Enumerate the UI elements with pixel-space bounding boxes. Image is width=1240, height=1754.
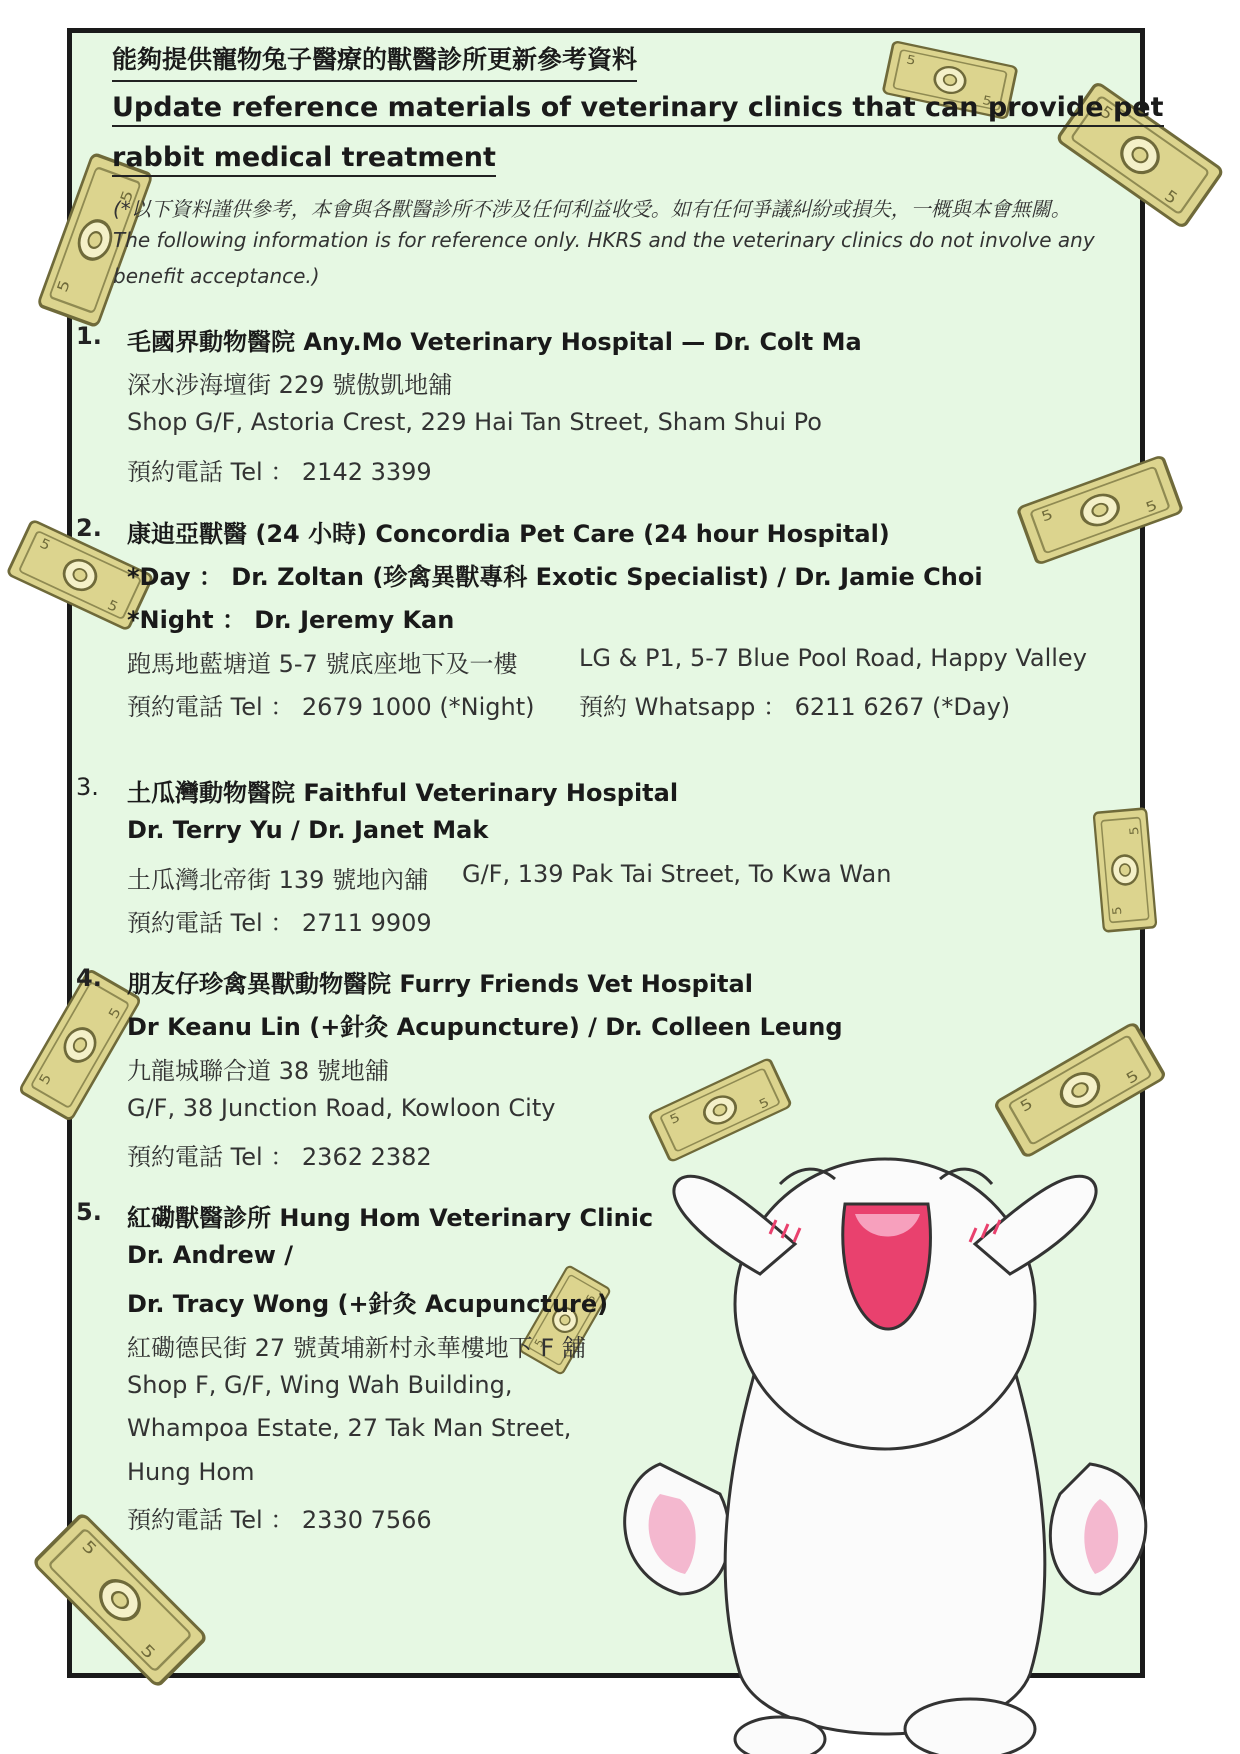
money-bill-icon [19,970,141,1121]
disclaimer-en-line1: The following information is for reference only. HKRS and the veterinary clinics do not involve any [113,228,1095,252]
clinic-tel: 預約電話 Tel ： 2330 7566 [127,1506,432,1534]
clinic-doctors: Dr. Terry Yu / Dr. Janet Mak [127,816,489,844]
clinic-name: 紅磡獸醫診所 Hung Hom Veterinary Clinic [127,1204,654,1232]
clinic-name: 朋友仔珍禽異獸動物醫院 Furry Friends Vet Hospital [127,970,753,998]
clinic-number: 3. [76,773,99,801]
clinic-number: 4. [76,964,102,992]
clinic-name: 土瓜灣動物醫院 Faithful Veterinary Hospital [127,779,679,807]
money-bill-icon [33,1513,206,1686]
clinic-number: 1. [76,322,102,350]
clinic-doctor-2: Dr. Tracy Wong (+針灸 Acupuncture) [127,1290,609,1318]
money-bill-icon [649,1058,792,1162]
clinic-tel: 預約電話 Tel ： 2679 1000 (*Night) [127,693,535,721]
page-title-zh: 能夠提供寵物兔子醫療的獸醫診所更新參考資料 [112,40,637,82]
clinic-address-en: Shop G/F, Astoria Crest, 229 Hai Tan Street, Sham Shui Po [127,408,822,436]
clinic-name: 康迪亞獸醫 (24 小時) Concordia Pet Care (24 hour Hospital) [127,520,890,548]
clinic-tel: 預約電話 Tel ： 2711 9909 [127,909,432,937]
money-bill-icon [1017,456,1182,565]
clinic-address-en-line3: Hung Hom [127,1458,255,1486]
money-illustration: 5 [0,0,1240,1754]
clinic-number: 2. [76,514,102,542]
clinic-doctors: Dr Keanu Lin (+針灸 Acupuncture) / Dr. Colleen Leung [127,1013,843,1041]
clinic-day-doctors: *Day ： Dr. Zoltan (珍禽異獸專科 Exotic Specialist) / Dr. Jamie Choi [127,563,983,591]
clinic-night-doctors: *Night ： Dr. Jeremy Kan [127,606,455,634]
clinic-number: 5. [76,1198,102,1226]
disclaimer-en-line2: benefit acceptance.) [113,264,320,288]
clinic-tel: 預約電話 Tel ： 2362 2382 [127,1143,432,1171]
clinic-address-zh: 紅磡德民街 27 號黃埔新村永華樓地下 F 舖 [127,1334,586,1362]
clinic-address-zh: 九龍城聯合道 38 號地舖 [127,1057,389,1085]
clinic-address-zh: 深水涉海壇街 229 號傲凱地舖 [127,371,453,399]
clinic-address-en-line2: Whampoa Estate, 27 Tak Man Street, [127,1414,572,1442]
clinic-address-en: G/F, 139 Pak Tai Street, To Kwa Wan [462,860,892,888]
clinic-doctor-1: Dr. Andrew / [127,1241,294,1269]
money-bill-icon [1094,808,1157,931]
disclaimer-zh: (*以下資料謹供參考，本會與各獸醫診所不涉及任何利益收受。如有任何爭議糾紛或損失，一概與本會無關。 [113,197,1071,221]
page-title-en-line1: Update reference materials of veterinary clinics that can provide pet [112,92,1164,127]
clinic-address-en: LG & P1, 5-7 Blue Pool Road, Happy Valley [579,644,1087,672]
clinic-address-en-line1: Shop F, G/F, Wing Wah Building, [127,1371,513,1399]
clinic-tel: 預約電話 Tel ： 2142 3399 [127,458,432,486]
clinic-address-zh: 跑馬地藍塘道 5-7 號底座地下及一樓 [127,650,518,678]
page-title-en-line2: rabbit medical treatment [112,142,496,177]
money-bill-icon [995,1022,1166,1157]
rabbit-illustration [620,1154,1180,1754]
clinic-name: 毛國界動物醫院 Any.Mo Veterinary Hospital — Dr. Colt Ma [127,328,862,356]
clinic-address-zh: 土瓜灣北帝街 139 號地內舖 [127,866,429,894]
clinic-whatsapp: 預約 Whatsapp ： 6211 6267 (*Day) [579,693,1011,721]
clinic-address-en: G/F, 38 Junction Road, Kowloon City [127,1094,556,1122]
